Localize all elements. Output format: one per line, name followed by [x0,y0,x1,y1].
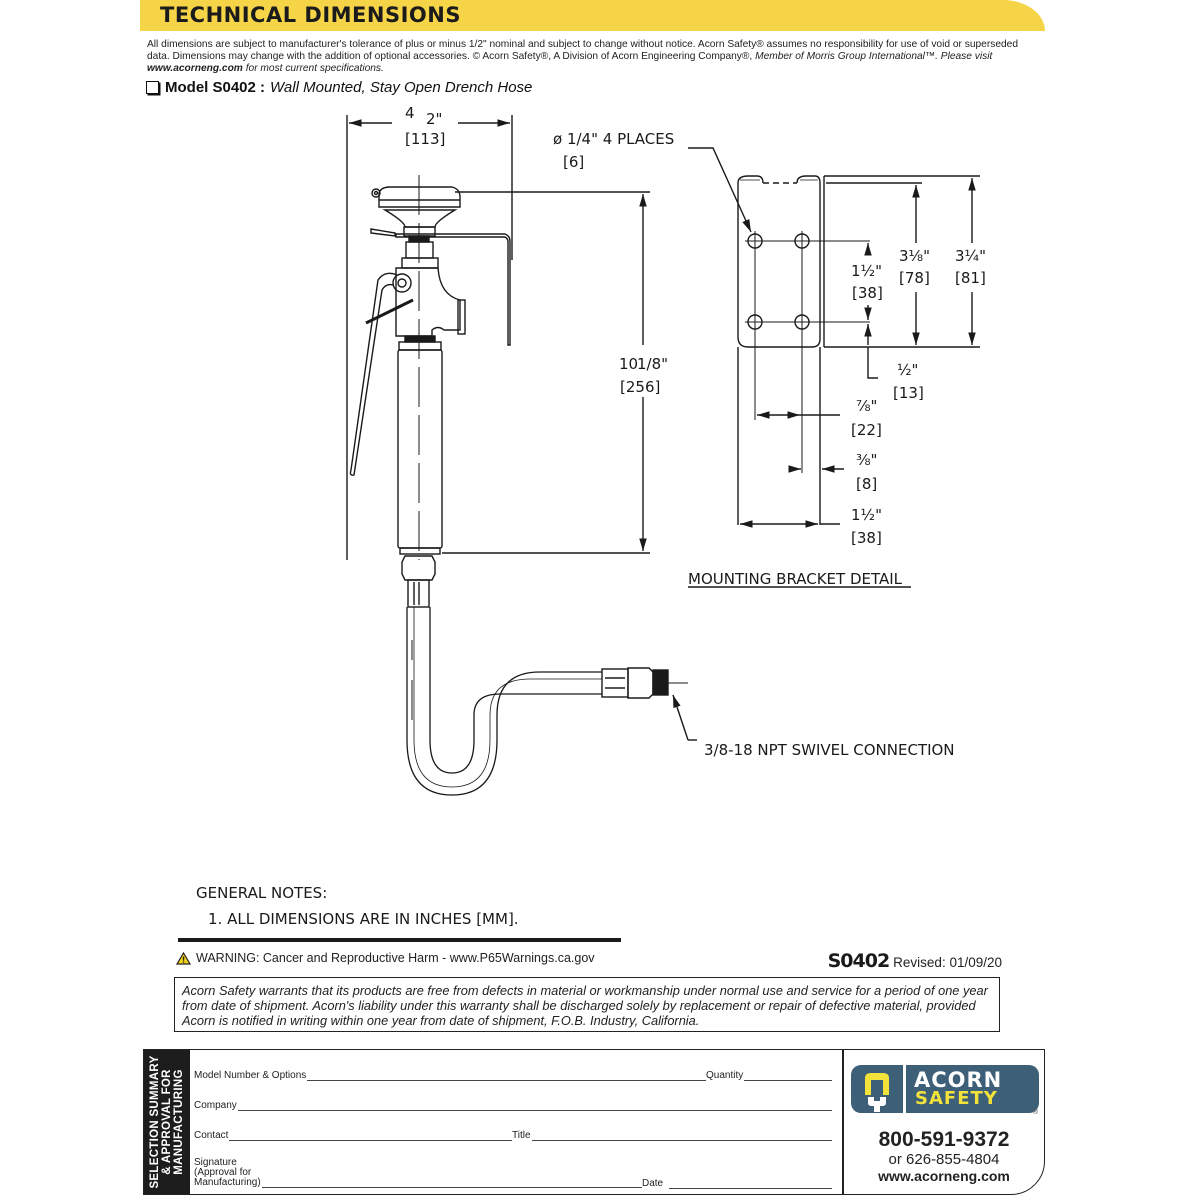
field-label: Contact [194,1130,229,1141]
width-dim-mm: [113] [405,130,446,148]
spray-head-bowl [385,210,455,227]
valve-collar [402,258,438,268]
hole-leader-line [688,148,751,232]
note-item: 1. ALL DIMENSIONS ARE IN INCHES [MM]. [208,910,519,928]
valve-outlet [458,300,465,334]
company-field[interactable] [194,1100,832,1111]
swivel-nut [628,668,653,698]
website-link[interactable]: www.acorneng.com [147,63,243,74]
acorn-eyewash-icon [851,1065,903,1113]
warning-text[interactable]: WARNING: Cancer and Reproductive Harm - www.P65Warnings.ca.gov [196,951,595,965]
bracket-tab [371,229,395,236]
disclaimer-text: data. Dimensions may change with the addition of optional accessories. © Acorn Safety®, A Division of Acorn Engineering Company®, [147,51,753,62]
logo-text-acorn: ACORN [914,1068,1003,1092]
disclaimer-italic: for most current specifications. [245,63,384,74]
signature-field[interactable] [194,1158,642,1188]
field-label-line: Signature [194,1157,237,1168]
bracket-dim-height-in: 3⅛" [899,247,930,265]
bracket-tab-right [797,176,820,183]
width-dim-frac: 2" [426,110,443,128]
handle-tube [398,350,442,548]
hose-inner [430,607,602,773]
mounting-bracket-drawing [688,176,980,587]
side-label-line: & APPROVAL FOR [161,1069,173,1175]
tube-collar [399,342,441,350]
side-label-line: SELECTION SUMMARY [149,1055,161,1189]
bracket-dim-bottom-mm: [13] [893,384,924,402]
model-code: S0402 [827,950,890,972]
date-field[interactable] [642,1178,832,1189]
page-title: TECHNICAL DIMENSIONS [160,3,461,27]
field-label: Model Number & Options [194,1070,307,1081]
notes-heading: GENERAL NOTES: [196,884,328,902]
contact-field[interactable] [194,1130,512,1141]
input-line[interactable] [744,1070,832,1081]
prop65-warning [176,951,595,965]
dust-cover-hinge-pin [375,192,378,195]
model-number-field[interactable] [194,1070,706,1081]
warning-triangle-icon [176,952,191,965]
warranty-box: Acorn Safety warrants that its products are free from defects in material or workmanship under normal use and service for a period of one year from date of shipment. Acorn's liability under this warranty shall be discharged solely by replacement or repair of defective material, provided Acorn is notified in writing within one year from date of shipment, F.O.B. Industry, California. [174,977,1000,1032]
leader-line [673,695,688,740]
npt-thread [653,670,668,695]
phone-primary[interactable]: 800-591-9372 [878,1128,1010,1151]
bracket-dim-overall-in: 3¼" [955,247,986,265]
input-line[interactable] [307,1070,706,1081]
selection-summary-form [143,1049,1045,1195]
hole-dim-label: ø 1/4" 4 PLACES [553,130,675,148]
quantity-field[interactable] [706,1070,832,1081]
tube-o-ring [405,336,435,342]
bracket-dim-width-in: 1½" [851,506,882,524]
bracket-dim-spacing-in: 1½" [851,262,882,280]
field-label: Company [194,1100,237,1111]
field-label-line: (Approval for [194,1167,252,1178]
disclaimer-italic: Member of Morris Group International™. Please visit [755,51,993,62]
hose-mid [414,607,602,787]
logo-separator [903,1065,906,1113]
hole-dim-mm: [6] [563,153,585,171]
connection-label: 3/8-18 NPT SWIVEL CONNECTION [704,741,955,759]
field-label: Quantity [706,1070,744,1081]
height-dim-frac: 1/8" [637,355,669,373]
bracket-detail-title: MOUNTING BRACKET DETAIL [688,570,903,588]
wall-bracket-profile [396,234,510,345]
input-line[interactable] [238,1100,832,1111]
fixture-drawing [347,115,697,795]
disclaimer-line-1: All dimensions are subject to manufacturer's tolerance of plus or minus 1/2" nominal and subject to change without notice. Acorn Safety® assumes no responsibility for use of void or superseded [147,39,1018,50]
section-divider [178,938,621,942]
bracket-dim-hspacing-mm: [22] [851,421,882,439]
field-label: Date [642,1178,664,1189]
field-label [194,1158,261,1188]
input-line[interactable] [262,1177,642,1188]
lever-pin [398,279,406,287]
bracket-dim-width-mm: [38] [851,529,882,547]
revision-date: Revised: 01/09/20 [893,955,1002,970]
bracket-dim-spacing-mm: [38] [852,284,883,302]
bracket-dim-bottom-in: ½" [897,361,919,379]
end-ferrule [602,669,628,697]
tube-end-ring [400,548,440,554]
side-label-line: MANUFACTURING [173,1069,185,1175]
form-side-label [144,1050,190,1194]
revision-info [828,950,1002,972]
width-dim-inch: 4 [405,104,415,122]
field-label-line: Manufacturing) [194,1177,261,1188]
input-line[interactable] [229,1130,512,1141]
bracket-dim-hspacing-in: ⅞" [856,397,878,415]
bracket-dim-overall-mm: [81] [955,269,986,287]
input-line[interactable] [532,1130,832,1141]
stay-open-lever [350,273,397,475]
phone-alternate[interactable]: or 626-855-4804 [888,1151,1000,1168]
website-link[interactable]: www.acorneng.com [878,1168,1010,1184]
acorn-safety-logo [851,1065,1039,1113]
height-dim-mm: [256] [620,378,661,396]
general-notes [196,880,519,932]
model-description: Wall Mounted, Stay Open Drench Hose [270,79,533,96]
height-dim-whole: 10 [619,355,639,373]
title-field[interactable] [512,1130,832,1141]
bracket-dim-edge-in: ⅜" [856,451,878,469]
logo-text-safety: SAFETY [915,1088,998,1109]
bracket-tab-left [738,176,763,183]
dim-leader [868,347,878,378]
registered-mark: ® [1033,1109,1039,1116]
field-label: Title [512,1130,531,1141]
input-line[interactable] [669,1178,832,1189]
bracket-dim-edge-mm: [8] [856,475,878,493]
model-id: Model S0402 : [165,79,266,96]
side-label-text [149,1055,185,1188]
bracket-dim-height-mm: [78] [899,269,930,287]
